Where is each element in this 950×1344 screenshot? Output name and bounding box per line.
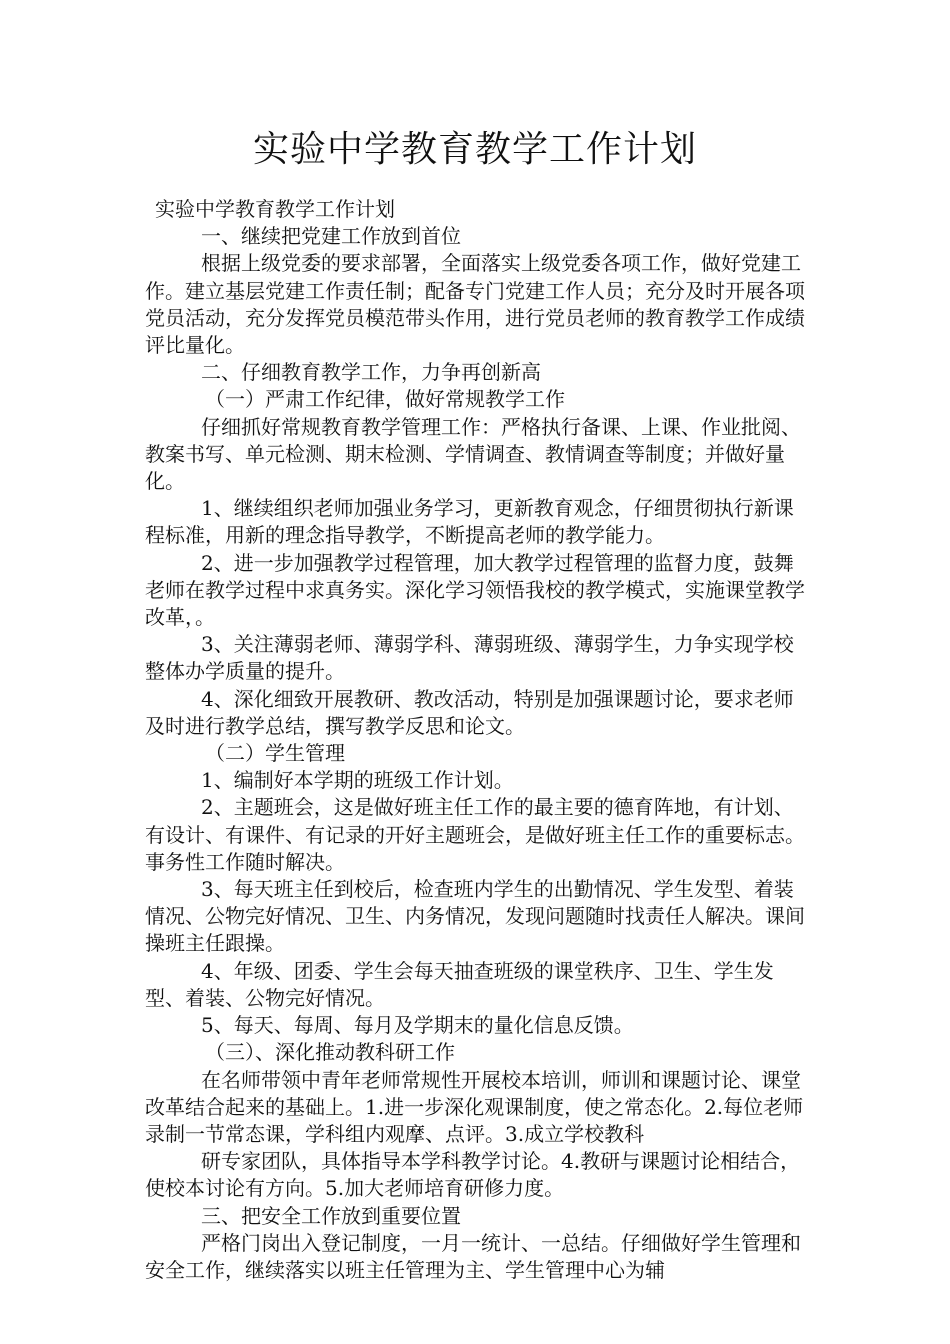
paragraph-party-building: 根据上级党委的要求部署，全面落实上级党委各项工作，做好党建工作。建立基层党建工作责任制；配备专门党建工作人员；充分及时开展各项党员活动，充分发挥党员模范带头作用，进行党员老师的教育教学工作成绩评比量化。 — [145, 251, 805, 358]
list-item-student-5: 5、每天、每周、每月及学期末的量化信息反馈。 — [201, 1013, 634, 1038]
list-item-student-1: 1、编制好本学期的班级工作计划。 — [201, 768, 514, 793]
list-item-teaching-1: 1、继续组织老师加强业务学习，更新教育观念，仔细贯彻执行新课程标准，用新的理念指导教学，不断提高老师的教学能力。 — [145, 496, 794, 548]
paragraph-safety: 严格门岗出入登记制度，一月一统计、一总结。仔细做好学生管理和安全工作，继续落实以班主任管理为主、学生管理中心为辅 — [145, 1230, 801, 1282]
list-item-teaching-4: 4、深化细致开展教研、教改活动，特别是加强课题讨论，要求老师及时进行教学总结，撰写教学反思和论文。 — [145, 686, 794, 738]
paragraph-routine-management: 仔细抓好常规教育教学管理工作：严格执行备课、上课、作业批阅、教案书写、单元检测、期末检测、学情调查、教情调查等制度；并做好量化。 — [145, 414, 801, 494]
document-subtitle: 实验中学教育教学工作计划 — [155, 197, 395, 221]
list-item-teaching-2: 2、进一步加强教学过程管理，加大教学过程管理的监督力度，鼓舞老师在教学过程中求真务实。深化学习领悟我校的教学模式，实施课堂教学改革，。 — [145, 550, 805, 630]
subsection-heading-discipline: （一）严肃工作纪律，做好常规教学工作 — [205, 387, 565, 412]
section-heading-teaching: 二、仔细教育教学工作，力争再创新高 — [201, 360, 541, 385]
list-item-student-2: 2、主题班会，这是做好班主任工作的最主要的德育阵地，有计划、有设计、有课件、有记录的开好主题班会，是做好班主任工作的重要标志。事务性工作随时解决。 — [145, 795, 805, 874]
subsection-heading-student-management: （二）学生管理 — [205, 741, 345, 766]
document-title: 实验中学教育教学工作计划 — [252, 129, 697, 170]
list-item-student-3: 3、每天班主任到校后，检查班内学生的出勤情况、学生发型、着装情况、公物完好情况、卫生、内务情况，发现问题随时找责任人解决。课间操班主任跟操。 — [145, 877, 805, 956]
list-item-student-4: 4、年级、团委、学生会每天抽查班级的课堂秩序、卫生、学生发型、着装、公物完好情况。 — [145, 958, 774, 1010]
paragraph-research-part-1: 在名师带领中青年老师常规性开展校本培训，师训和课题讨论、课堂改革结合起来的基础上。1.进一步深化观课制度，使之常态化。2.每位老师录制一节常态课，学科组内观摩、点评。3.成立学校教科 — [145, 1067, 804, 1146]
paragraph-research-part-2: 研专家团队，具体指导本学科教学讨论。4.教研与课题讨论相结合，使校本讨论有方向。5.加大老师培育研修力度。 — [145, 1149, 801, 1201]
document-body — [145, 196, 810, 1284]
subsection-heading-research: （三）、深化推动教科研工作 — [205, 1040, 455, 1065]
section-heading-party-building: 一、继续把党建工作放到首位 — [201, 224, 461, 249]
list-item-teaching-3: 3、关注薄弱老师、薄弱学科、薄弱班级、薄弱学生，力争实现学校整体办学质量的提升。 — [145, 632, 794, 684]
section-heading-safety: 三、把安全工作放到重要位置 — [201, 1203, 461, 1228]
